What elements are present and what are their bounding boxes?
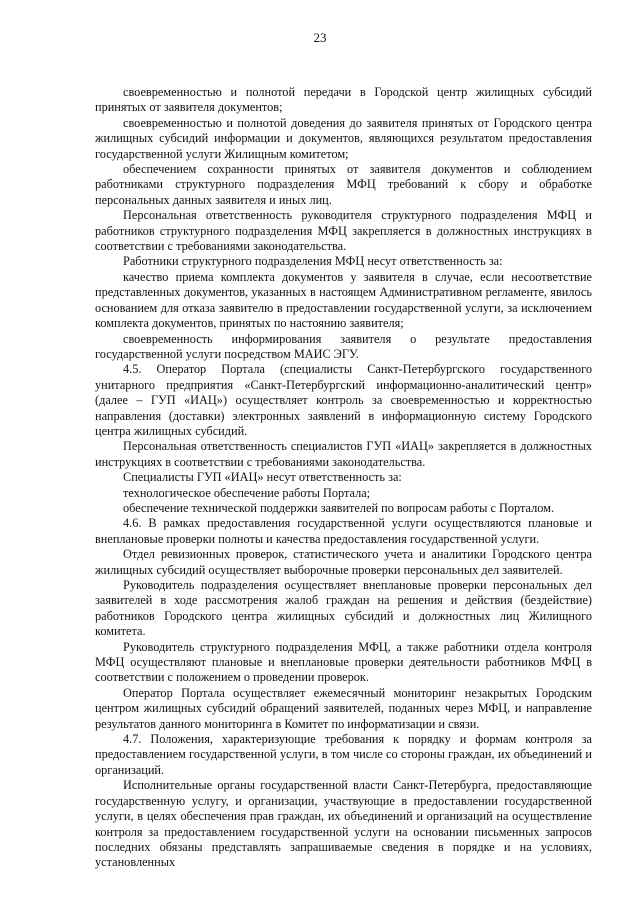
- paragraph: Руководитель подразделения осуществляет внеплановые проверки персональных дел заявителей в ходе рассмотрения жалоб граждан на решения и действия (бездействие) работников Городского центра жилищных субсидий и должностных лиц Жилищного комитета.: [95, 578, 592, 639]
- document-body: [95, 85, 592, 871]
- paragraph: обеспечением сохранности принятых от заявителя документов и соблюдением работниками структурного подразделения МФЦ требований к сбору и обработке персональных данных заявителя и иных лиц.: [95, 162, 592, 207]
- paragraph: 4.6. В рамках предоставления государственной услуги осуществляются плановые и внеплановые проверки полноты и качества предоставления государственной услуги.: [95, 516, 592, 546]
- paragraph: обеспечение технической поддержки заявителей по вопросам работы с Порталом.: [123, 500, 555, 515]
- paragraph: качество приема комплекта документов у заявителя в случае, если несоответствие представленных документов, указанных в настоящем Административном регламенте, явилось основанием для отказа заявителю в предоставлении государственной услуги, за исключением комплекта документов, принятых по настоянию заявителя;: [95, 269, 592, 331]
- paragraph: Руководитель структурного подразделения МФЦ, а также работники отдела контроля МФЦ осуществляют плановые и внеплановые проверки деятельности работников МФЦ в соответствии с положением о проведении проверок.: [95, 639, 592, 685]
- paragraph: своевременность информирования заявителя о результате предоставления государственной услуги посредством МАИС ЭГУ.: [95, 331, 592, 361]
- paragraph: Персональная ответственность специалистов ГУП «ИАЦ» закрепляется в должностных инструкциях в соответствии с требованиями законодательства.: [95, 439, 592, 469]
- page-number: 23: [313, 30, 327, 45]
- paragraph: Отдел ревизионных проверок, статистического учета и аналитики Городского центра жилищных субсидий осуществляет выборочные проверки персональных дел заявителей.: [95, 547, 592, 577]
- paragraph: Персональная ответственность руководителя структурного подразделения МФЦ и работников структурного подразделения МФЦ закрепляется в должностных инструкциях в соответствии с требованиями законодательства.: [95, 208, 592, 254]
- paragraph: технологическое обеспечение работы Портала;: [123, 485, 371, 500]
- paragraph: своевременностью и полнотой доведения до заявителя принятых от Городского центра жилищных субсидий информации и документов, являющихся результатом предоставления государственной услуги Жилищным комитетом;: [95, 115, 592, 161]
- paragraph: своевременностью и полнотой передачи в Городской центр жилищных субсидий принятых от заявителя документов;: [95, 85, 592, 115]
- paragraph: 4.5. Оператор Портала (специалисты Санкт-Петербургского государственного унитарного предприятия «Санкт-Петербургский информационно-аналитический центр» (далее – ГУП «ИАЦ») осуществляет контроль за своевременностью и корректностью направления (доставки) электронных заявлений в информационную систему Городского центра жилищных субсидий.: [95, 362, 592, 438]
- paragraph: Работники структурного подразделения МФЦ несут ответственность за:: [123, 254, 503, 269]
- paragraph: Исполнительные органы государственной власти Санкт-Петербурга, предоставляющие государственную услугу, и организации, участвующие в предоставлении государственной услуги, в целях обеспечения прав граждан, их объединений и организаций на осуществление контроля за предоставлением государственной услуги на основании письменных запросов последних обязаны представлять запрашиваемые сведения в порядке и на условиях, установленных: [95, 778, 592, 870]
- paragraph: Оператор Портала осуществляет ежемесячный мониторинг незакрытых Городским центром жилищных субсидий обращений заявителей, поданных через МФЦ, и направление результатов данного мониторинга в Комитет по информатизации и связи.: [95, 685, 592, 731]
- paragraph: 4.7. Положения, характеризующие требования к порядку и формам контроля за предоставлением государственной услуги, в том числе со стороны граждан, их объединений и организаций.: [95, 732, 592, 777]
- paragraph: Специалисты ГУП «ИАЦ» несут ответственность за:: [123, 470, 402, 485]
